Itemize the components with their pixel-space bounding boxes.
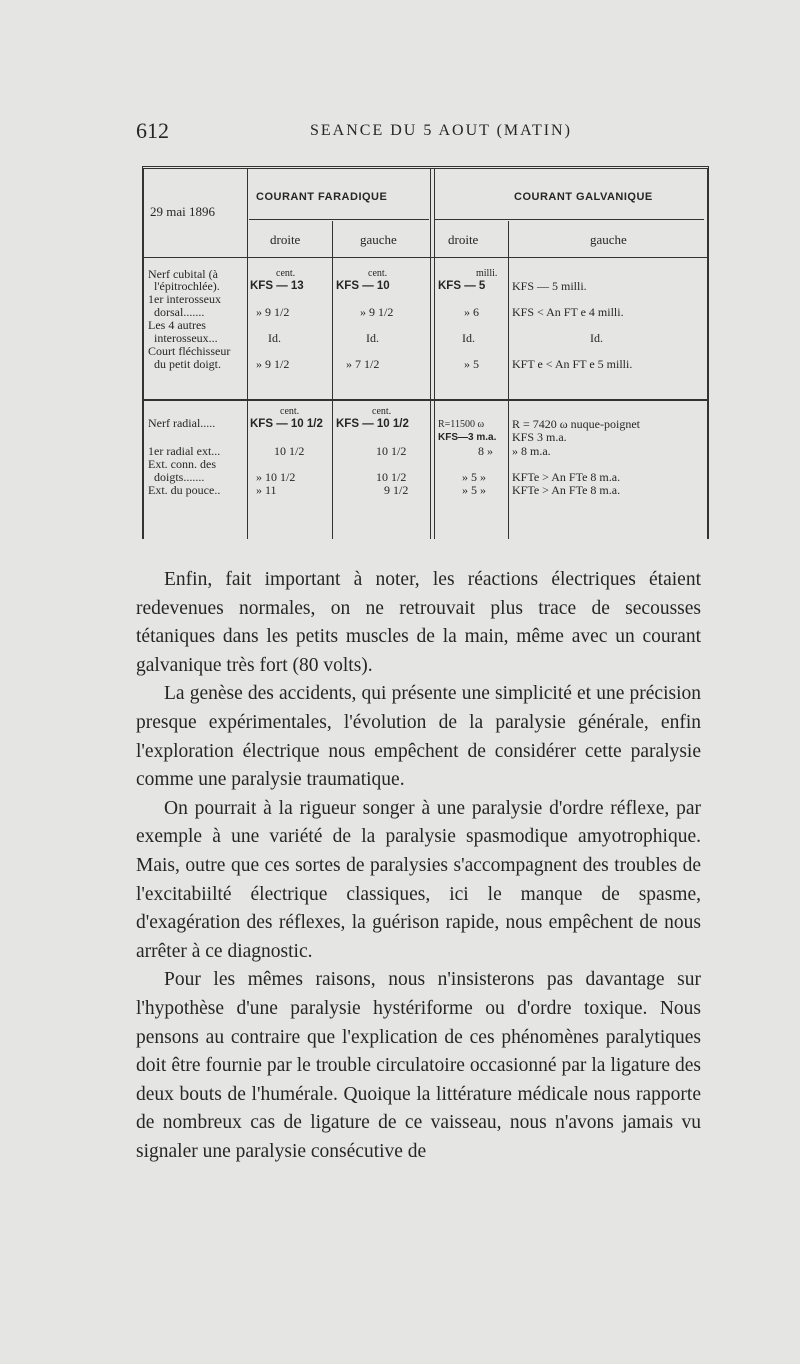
far-droite-cell: » 11 — [256, 483, 277, 497]
far-gauche-cell: cent. — [368, 268, 388, 279]
gal-gauche-cell: KFS — 5 milli. — [512, 279, 587, 293]
far-droite-cell: » 9 1/2 — [256, 357, 290, 371]
far-gauche-cell: 10 1/2 — [376, 444, 407, 458]
far-droite-cell: cent. — [276, 268, 296, 279]
faradique-droite-header: droite — [270, 232, 301, 247]
row-label: Ext. conn. des — [148, 457, 216, 471]
paragraph: On pourrait à la rigueur songer à une paralysie d'ordre réflexe, par exemple à une variété de la paralysie spasmodique amyotrophique. Mais, outre que ces sortes de paralysies s'accompagnent des troubles de l'excitabiilté électrique classiques, ici le manque de spasme, d'exagération des réflexes, la guérison rapide, nous empêchent de nous arrêter à ce diagnostic. — [136, 797, 701, 962]
gal-gauche-cell: KFTe > An FTe 8 m.a. — [512, 483, 621, 497]
faradique-title: COURANT FARADIQUE — [256, 191, 388, 203]
gal-gauche-cell: KFTe > An FTe 8 m.a. — [512, 470, 621, 484]
gal-gauche-cell: KFS 3 m.a. — [512, 430, 567, 444]
far-gauche-cell: Id. — [366, 331, 379, 345]
far-droite-cell: cent. — [280, 406, 300, 417]
row-label: Nerf radial..... — [148, 416, 216, 430]
far-gauche-cell: 9 1/2 — [384, 483, 409, 497]
far-gauche-cell: KFS — 10 — [336, 280, 390, 292]
page-number: 612 — [136, 118, 169, 143]
gal-droite-cell: Id. — [462, 331, 475, 345]
far-droite-cell: Id. — [268, 331, 281, 345]
row-label: Ext. du pouce.. — [148, 483, 221, 497]
gal-droite-cell: KFS — 5 — [438, 280, 486, 292]
row-label: l'épitrochlée). — [154, 279, 220, 293]
gal-droite-cell: milli. — [476, 268, 498, 279]
far-droite-cell: » 9 1/2 — [256, 305, 290, 319]
row-label: Nerf cubital (à — [148, 267, 218, 281]
row-label: 1er interosseux — [148, 292, 221, 306]
row-label: 1er radial ext... — [148, 444, 221, 458]
gal-droite-cell: » 6 — [464, 305, 479, 319]
row-label: Les 4 autres — [148, 318, 206, 332]
far-gauche-cell: 10 1/2 — [376, 470, 407, 484]
gal-gauche-cell: » 8 m.a. — [512, 444, 551, 458]
gal-gauche-cell: KFT e < An FT e 5 milli. — [512, 357, 633, 371]
row-label: interosseux... — [154, 331, 218, 345]
running-head: SEANCE DU 5 AOUT (MATIN) — [310, 122, 572, 139]
far-gauche-cell: cent. — [372, 406, 392, 417]
paragraph: Enfin, fait important à noter, les réactions électriques étaient redevenues normales, on ne retrouvait plus trace de secousses tétaniques dans les petits muscles de la main, même avec un courant galvanique très fort (80 volts). — [136, 569, 701, 676]
faradique-gauche-header: gauche — [360, 232, 397, 247]
row-label: du petit doigt. — [154, 357, 221, 371]
far-droite-cell: » 10 1/2 — [256, 470, 296, 484]
electrical-table — [142, 166, 709, 539]
gal-droite-cell: 8 » — [478, 444, 493, 458]
row-label: dorsal....... — [154, 305, 205, 319]
row-label: doigts....... — [154, 470, 205, 484]
gal-droite-cell: KFS—3 m.a. — [438, 432, 497, 443]
far-gauche-cell: KFS — 10 1/2 — [336, 418, 409, 430]
row-label: Court fléchisseur — [148, 344, 231, 358]
paragraph: La genèse des accidents, qui présente une simplicité et une précision presque expérimentales, l'évolution de la paralysie générale, enfin l'exploration électrique nous empêchent de considérer cette paralysie comme une paralysie traumatique. — [136, 683, 701, 791]
gal-gauche-cell: KFS < An FT e 4 milli. — [512, 305, 624, 319]
gal-droite-cell: R=11500 ω — [438, 419, 485, 430]
far-droite-cell: KFS — 13 — [250, 280, 304, 292]
galvanique-droite-header: droite — [448, 232, 479, 247]
far-gauche-cell: » 9 1/2 — [360, 305, 394, 319]
gal-droite-cell: » 5 » — [462, 470, 486, 484]
gal-gauche-cell: R = 7420 ω nuque-poignet — [512, 417, 640, 431]
far-droite-cell: 10 1/2 — [274, 444, 305, 458]
gal-droite-cell: » 5 » — [462, 483, 486, 497]
galvanique-gauche-header: gauche — [590, 232, 627, 247]
table-date: 29 mai 1896 — [150, 204, 215, 219]
gal-droite-cell: » 5 — [464, 357, 479, 371]
far-droite-cell: KFS — 10 1/2 — [250, 418, 323, 430]
body-text — [136, 566, 701, 1166]
gal-gauche-cell: Id. — [590, 331, 603, 345]
paragraph: Pour les mêmes raisons, nous n'insisterons pas davantage sur l'hypothèse d'une paralysie hystériforme ou d'ordre toxique. Nous pensons au contraire que l'explication de ces phénomènes paralytiques doit être fournie par le trouble circulatoire occasionné par la ligature des deux bouts de l'humérale. Quoique la littérature médicale nous rapporte de nombreux cas de ligature de ce vaisseau, nous n'avons jamais vu signaler une paralysie consécutive de — [136, 969, 701, 1162]
far-gauche-cell: » 7 1/2 — [346, 357, 380, 371]
galvanique-title: COURANT GALVANIQUE — [514, 191, 653, 203]
